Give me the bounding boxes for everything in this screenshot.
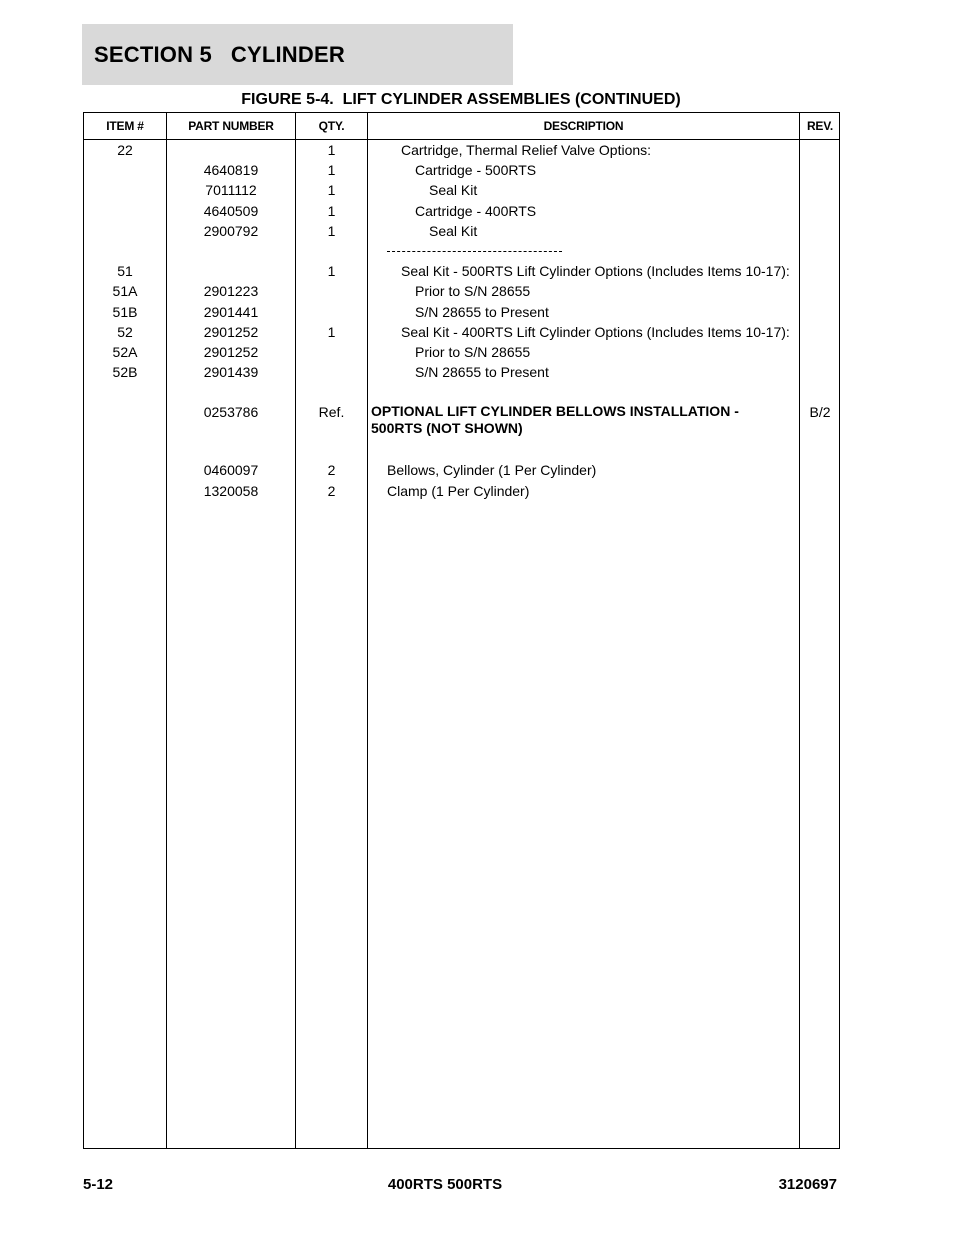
section-banner (82, 24, 513, 85)
description-cell: Seal Kit (429, 182, 478, 199)
part-number-cell: 1320058 (203, 482, 259, 499)
part-number-cell: 2901252 (203, 343, 259, 360)
description-cell: OPTIONAL LIFT CYLINDER BELLOWS INSTALLATION - 500RTS (NOT SHOWN) (371, 403, 739, 437)
table-row (84, 201, 839, 221)
part-number-cell: 4640509 (203, 202, 259, 219)
part-number-cell: 2901252 (203, 323, 259, 340)
description-cell: Bellows, Cylinder (1 Per Cylinder) (387, 462, 597, 479)
part-number-cell: 0460097 (203, 462, 259, 479)
part-number-cell: 7011112 (205, 182, 257, 199)
part-number-cell: 0253786 (203, 404, 259, 421)
description-cell: Cartridge, Thermal Relief Valve Options: (401, 142, 652, 158)
description-cell: Seal Kit - 400RTS Lift Cylinder Options (Includes Items 10-17): (401, 323, 790, 340)
parts-table (83, 112, 840, 1149)
part-number-cell: 2900792 (203, 222, 259, 239)
description-cell: Seal Kit (429, 222, 478, 239)
rev-cell: B/2 (809, 404, 831, 421)
part-number-cell: 4640819 (203, 162, 259, 179)
header-rev: REV. (806, 119, 834, 133)
item-cell: 52B (112, 364, 138, 381)
qty-cell: 1 (327, 323, 336, 340)
table-body (84, 140, 839, 501)
item-cell: 52 (117, 323, 133, 340)
header-description: DESCRIPTION (543, 119, 624, 133)
description-cell: Seal Kit - 500RTS Lift Cylinder Options (Includes Items 10-17): (401, 263, 790, 280)
footer-doc-number: 3120697 (778, 1176, 837, 1193)
table-row (84, 322, 839, 342)
table-row (84, 342, 839, 362)
description-cell: Prior to S/N 28655 (415, 343, 531, 360)
item-cell: 51A (112, 283, 138, 300)
table-row (84, 140, 839, 160)
section-title: SECTION 5 CYLINDER (94, 42, 345, 67)
qty-cell: Ref. (318, 404, 345, 421)
item-cell: 22 (117, 142, 133, 158)
table-row (84, 180, 839, 200)
table-row (84, 281, 839, 301)
spacer-row (84, 382, 839, 402)
qty-cell: 1 (327, 202, 336, 219)
item-cell: 52A (112, 343, 138, 360)
footer-model: 400RTS 500RTS (387, 1176, 503, 1193)
description-cell: Clamp (1 Per Cylinder) (387, 482, 530, 499)
header-part-number: PART NUMBER (188, 119, 274, 133)
table-row (84, 402, 839, 460)
table-row (84, 302, 839, 322)
part-number-cell: 2901223 (203, 283, 259, 300)
qty-cell: 1 (327, 182, 336, 199)
header-qty: QTY. (318, 119, 345, 133)
qty-cell: 1 (327, 162, 336, 179)
qty-cell: 1 (327, 222, 336, 239)
qty-cell: 2 (327, 462, 336, 479)
qty-cell: 2 (327, 482, 336, 499)
separator-row (84, 241, 839, 261)
figure-title: FIGURE 5-4. LIFT CYLINDER ASSEMBLIES (CONTINUED) (241, 91, 681, 108)
footer-page-number: 5-12 (83, 1176, 114, 1193)
table-row (84, 261, 839, 281)
table-row (84, 481, 839, 501)
part-number-cell: 2901441 (203, 303, 259, 320)
description-cell: S/N 28655 to Present (415, 364, 549, 381)
table-row (84, 460, 839, 480)
description-cell: Prior to S/N 28655 (415, 283, 531, 300)
description-cell: S/N 28655 to Present (415, 303, 549, 320)
item-cell: 51B (112, 303, 138, 320)
table-row (84, 160, 839, 180)
item-cell: 51 (117, 263, 133, 280)
part-number-cell: 2901439 (203, 364, 259, 381)
table-row (84, 362, 839, 382)
description-cell: Cartridge - 500RTS (415, 162, 537, 179)
header-item: ITEM # (106, 119, 144, 133)
table-row (84, 221, 839, 241)
qty-cell: 1 (327, 263, 336, 280)
description-cell: Cartridge - 400RTS (415, 202, 537, 219)
dashed-separator (387, 251, 562, 252)
qty-cell: 1 (327, 142, 336, 158)
